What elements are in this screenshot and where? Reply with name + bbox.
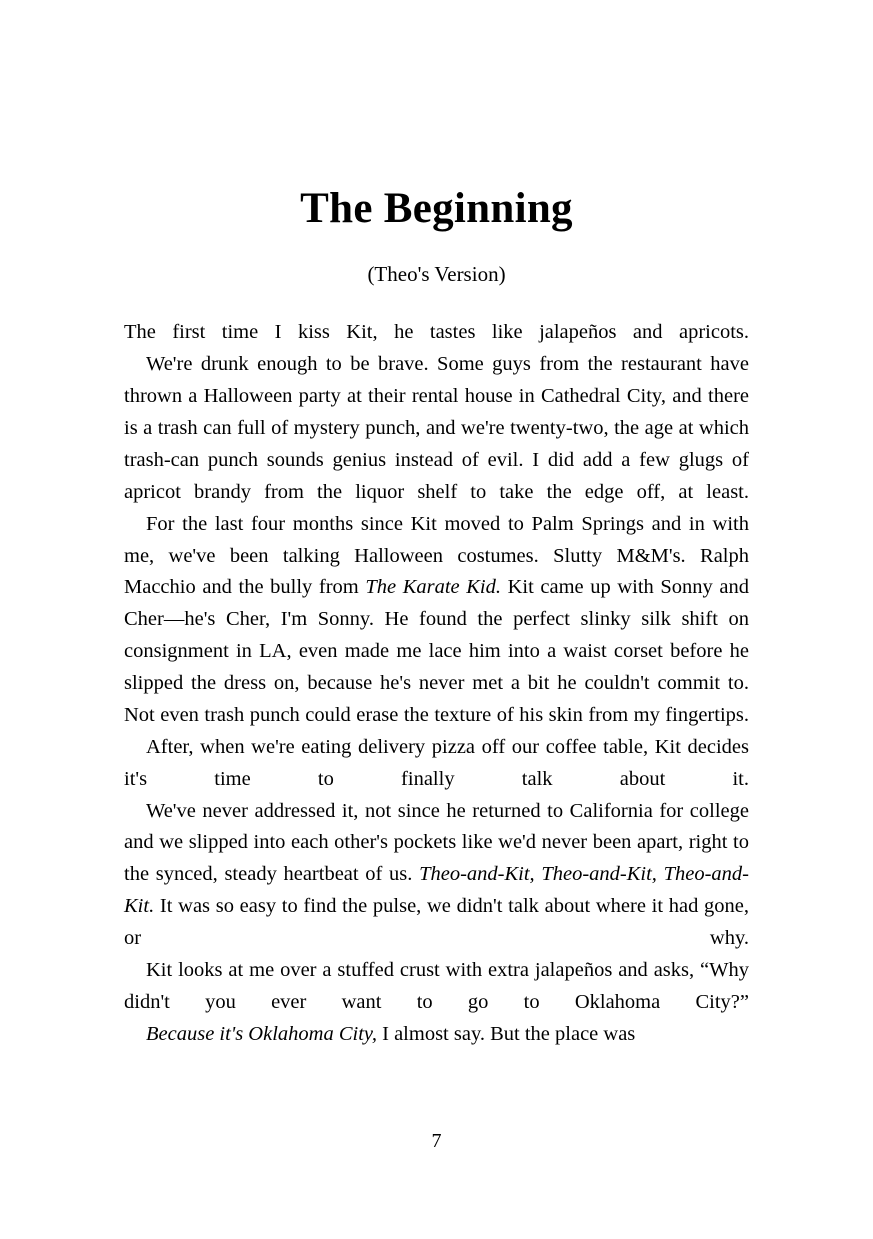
text-run: After, when we're eating delivery pizza off our coffee table, Kit decides it's time to finally talk about it. xyxy=(124,735,749,790)
paragraph xyxy=(124,732,749,796)
paragraph xyxy=(124,1019,749,1051)
text-run: The first time I kiss Kit, he tastes like jalapeños and apricots. xyxy=(124,321,749,344)
italic-run: Theo-and-Kit, Theo-and-Kit, Theo-and-Kit. xyxy=(124,863,749,918)
italic-run: Because it's Oklahoma City, xyxy=(146,1022,377,1045)
page-text-block xyxy=(124,0,749,1051)
body-text xyxy=(124,287,749,1050)
text-run: Kit looks at me over a stuffed crust with extra jalapeños and asks, “Why didn't you ever want to go to Oklahoma City?” xyxy=(124,958,749,1013)
text-run: Kit came up with Sonny and Cher—he's Cher, I'm Sonny. He found the perfect slinky silk shift on consignment in LA, even made me lace him into a waist corset before he slipped the dress on, because he's never met a bit he couldn't commit to. Not even trash punch could erase the texture of his skin from my fingertips. xyxy=(124,576,749,726)
text-run: It was so easy to find the pulse, we didn't talk about where it had gone, or why. xyxy=(124,895,749,950)
text-run: I almost say. But the place was xyxy=(377,1022,636,1045)
chapter-subtitle: (Theo's Version) xyxy=(367,262,506,287)
text-run: We've never addressed it, not since he returned to California for college and we slipped into each other's pockets like we'd never been apart, right to the synced, steady heartbeat of us. xyxy=(124,799,749,886)
paragraph xyxy=(124,955,749,1019)
page-number: 7 xyxy=(431,1130,442,1152)
paragraph xyxy=(124,509,749,732)
page-title: The Beginning xyxy=(300,185,573,232)
italic-run: The Karate Kid. xyxy=(365,576,501,599)
paragraph xyxy=(124,317,749,349)
paragraph xyxy=(124,349,749,508)
text-run: We're drunk enough to be brave. Some guys from the restaurant have thrown a Halloween party at their rental house in Cathedral City, and there is a trash can full of mystery punch, and we're twenty-two, the age at which trash-can punch sounds genius instead of evil. I did add a few glugs of apricot brandy from the liquor shelf to take the edge off, at least. xyxy=(124,353,749,503)
text-run: For the last four months since Kit moved to Palm Springs and in with me, we've been talking Halloween costumes. Slutty M&M's. Ralph Macchio and the bully from xyxy=(124,512,749,599)
paragraph xyxy=(124,796,749,955)
